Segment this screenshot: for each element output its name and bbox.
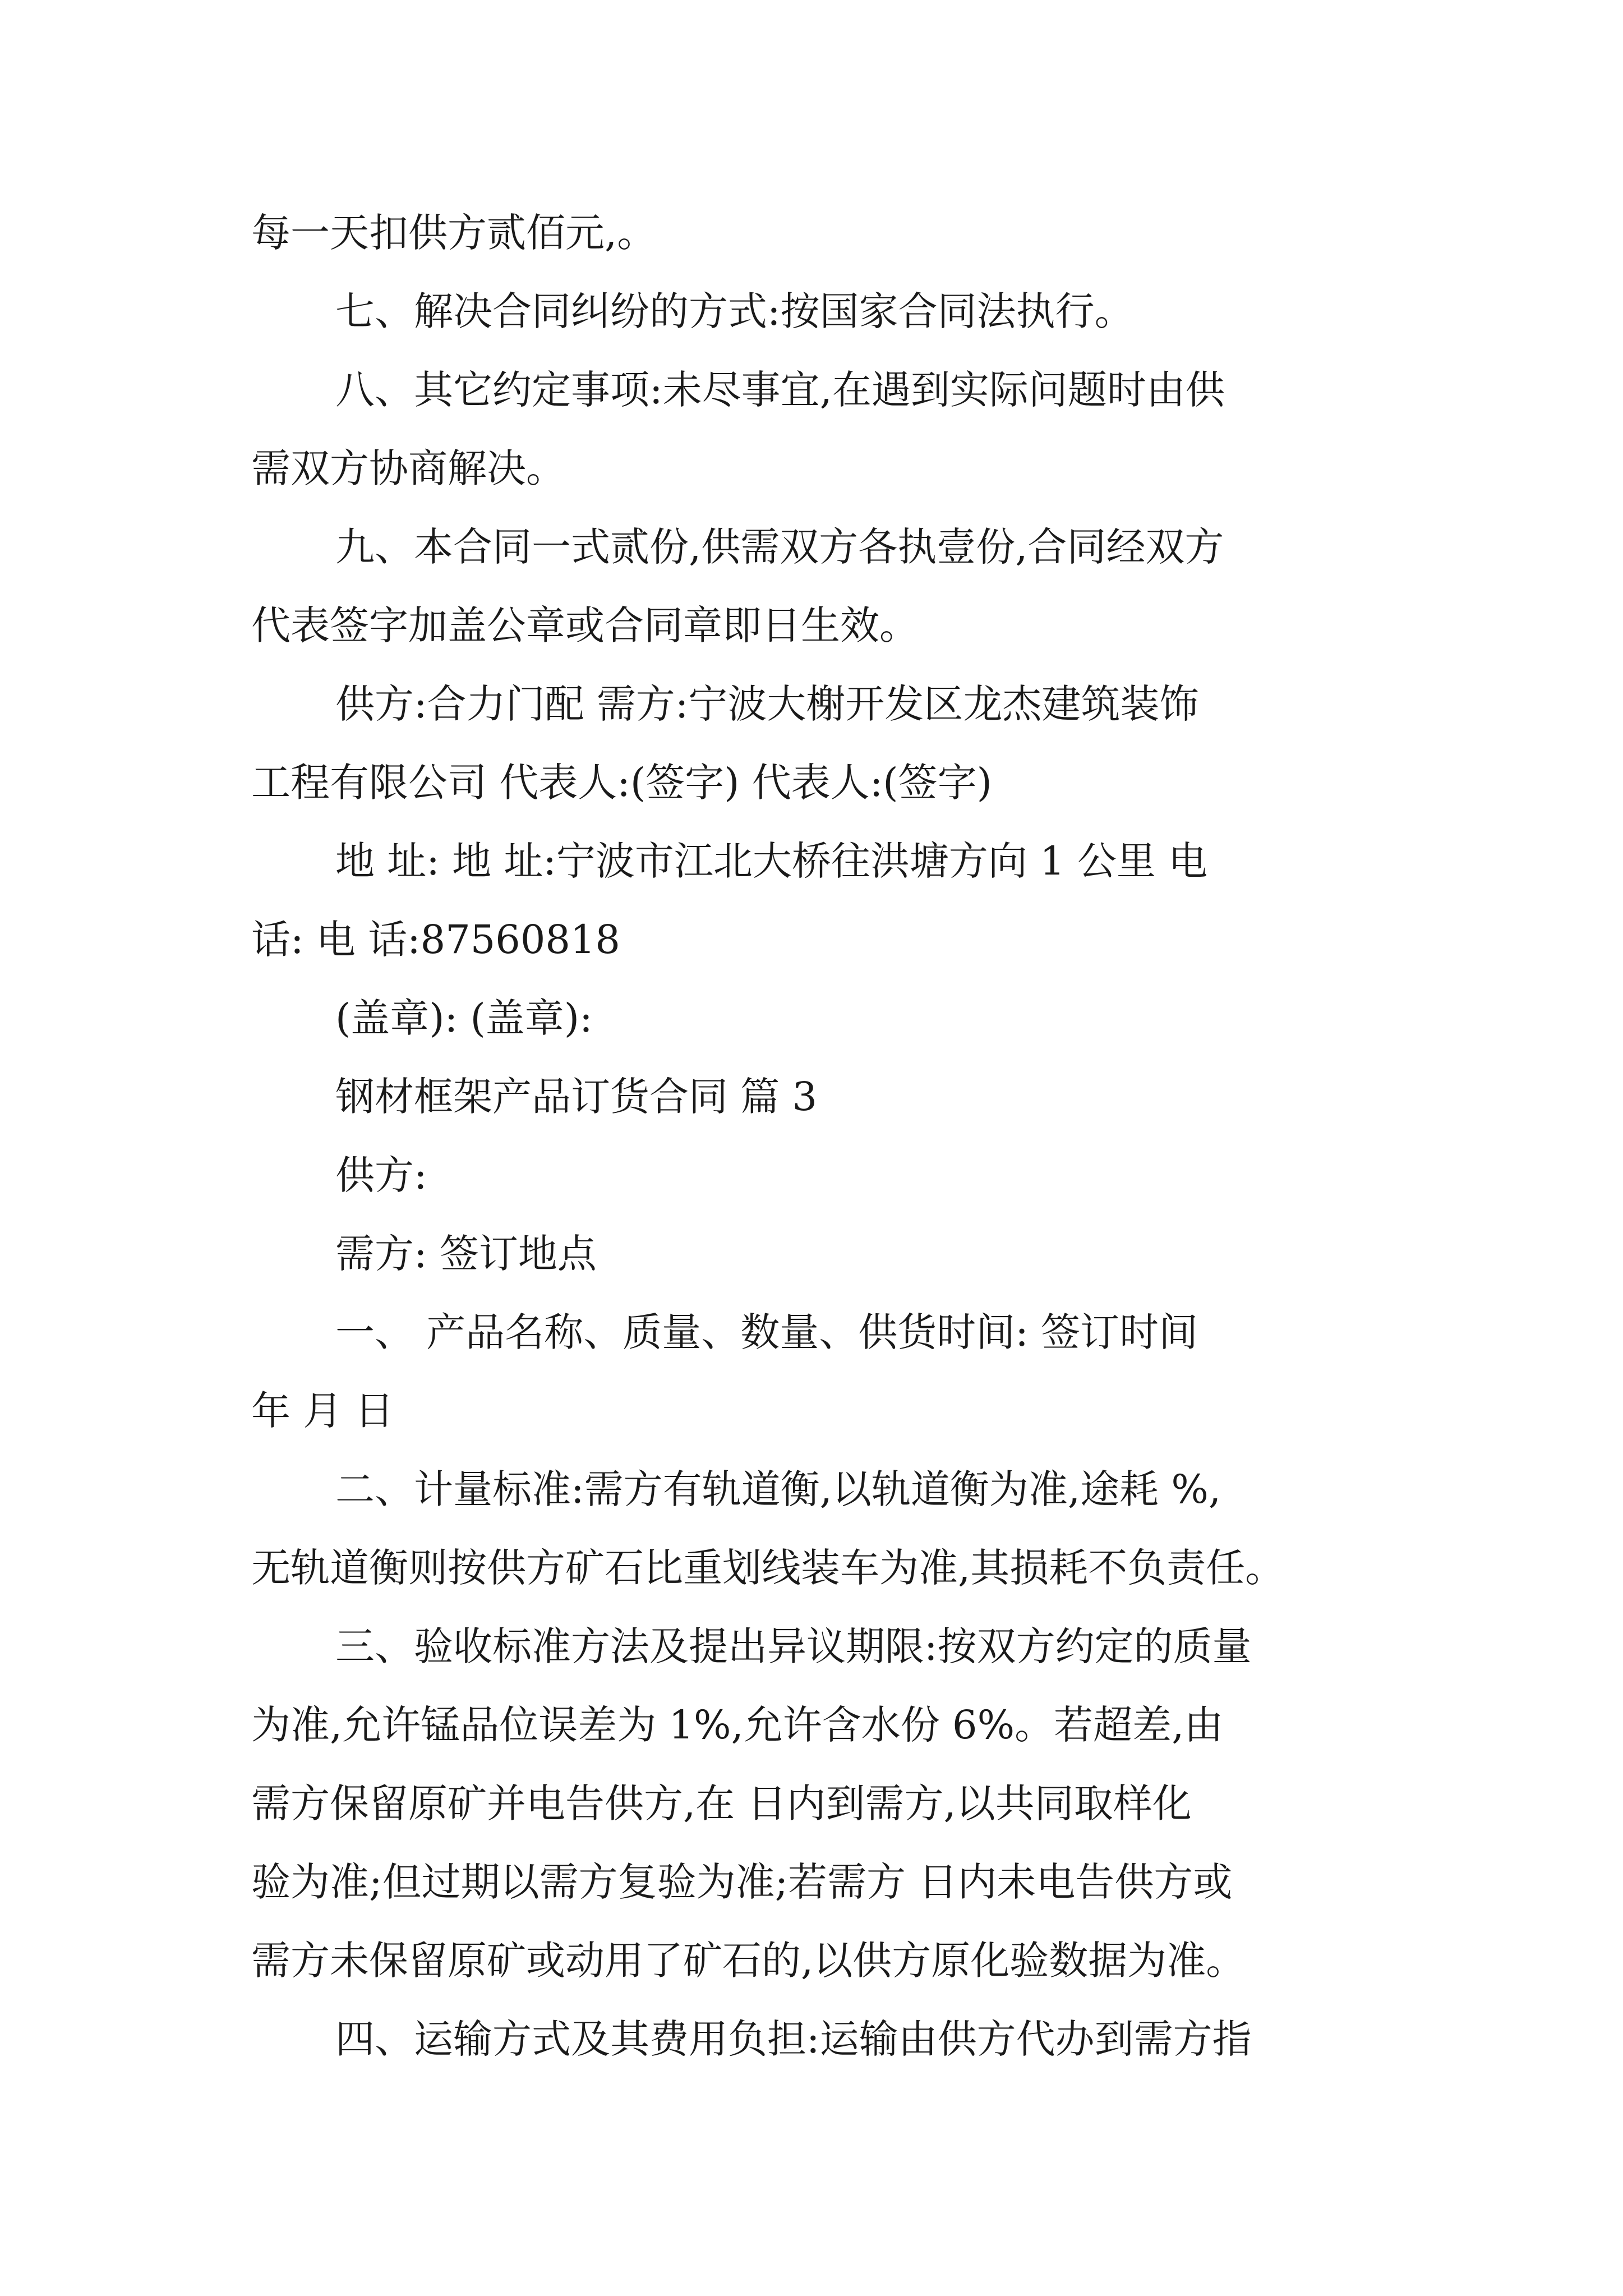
text-line: 需方保留原矿并电告供方,在 日内到需方,以共同取样化 bbox=[251, 1780, 1192, 1826]
section-heading: 钢材框架产品订货合同 篇 3 bbox=[335, 1074, 818, 1120]
text-line: 九、本合同一式贰份,供需双方各执壹份,合同经双方 bbox=[335, 524, 1224, 570]
text-line: 四、运输方式及其费用负担:运输由供方代办到需方指 bbox=[335, 2016, 1252, 2062]
text-line: 无轨道衡则按供方矿石比重划线装车为准,其损耗不负责任。 bbox=[251, 1545, 1285, 1591]
text-line: 为准,允许锰品位误差为 1%,允许含水份 6%。若超差,由 bbox=[251, 1702, 1224, 1748]
text-line: 八、其它约定事项:未尽事宜,在遇到实际问题时由供 bbox=[335, 367, 1225, 413]
text-line: 话: 电 话:87560818 bbox=[251, 917, 620, 963]
text-line: 代表签字加盖公章或合同章即日生效。 bbox=[251, 602, 919, 648]
text-line: 供方:合力门配 需方:宁波大榭开发区龙杰建筑装饰 bbox=[335, 681, 1199, 727]
text-line: 需方: 签订地点 bbox=[335, 1231, 597, 1277]
text-line: (盖章): (盖章): bbox=[335, 995, 593, 1041]
text-line: 二、计量标准:需方有轨道衡,以轨道衡为准,途耗 %, bbox=[335, 1466, 1221, 1512]
text-line: 年 月 日 bbox=[251, 1388, 394, 1434]
text-line: 需方未保留原矿或动用了矿石的,以供方原化验数据为准。 bbox=[251, 1938, 1246, 1984]
text-line: 需双方协商解决。 bbox=[251, 445, 565, 491]
text-line: 七、解决合同纠纷的方式:按国家合同法执行。 bbox=[335, 288, 1134, 334]
text-line: 供方: bbox=[335, 1152, 427, 1198]
text-line: 工程有限公司 代表人:(签字) 代表人:(签字) bbox=[251, 760, 992, 806]
text-line: 一、 产品名称、质量、数量、供货时间: 签订时间 bbox=[335, 1309, 1198, 1355]
text-line: 验为准;但过期以需方复验为准;若需方 日内未电告供方或 bbox=[251, 1859, 1233, 1905]
text-line: 地 址: 地 址:宁波市江北大桥往洪塘方向 1 公里 电 bbox=[335, 838, 1208, 884]
text-line: 三、验收标准方法及提出异议期限:按双方约定的质量 bbox=[335, 1623, 1252, 1669]
text-line: 每一天扣供方贰佰元,。 bbox=[251, 210, 657, 256]
